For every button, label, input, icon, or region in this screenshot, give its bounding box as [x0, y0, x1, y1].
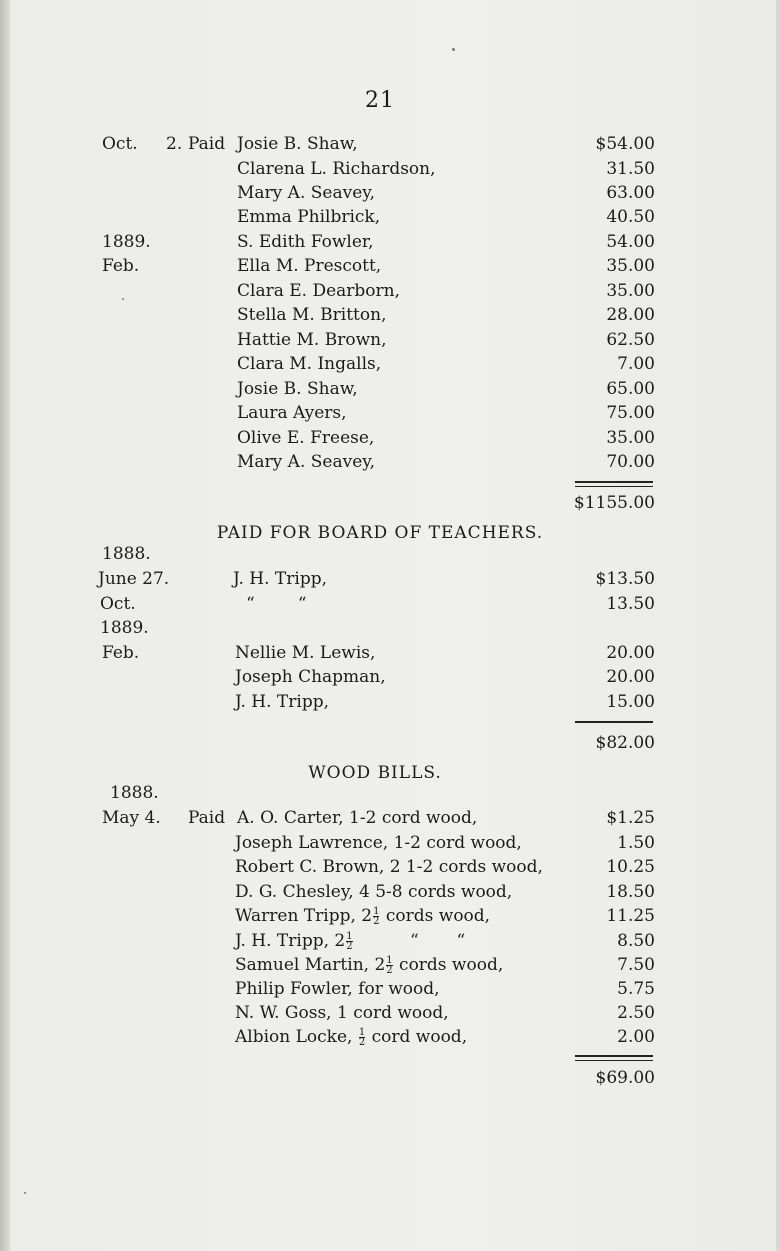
payment-amount: 63.00 [606, 183, 655, 203]
payment-amount: 54.00 [606, 232, 655, 252]
half-fraction [386, 956, 392, 975]
payee-name: Mary A. Seavey, [237, 452, 376, 472]
wood-entry: Robert C. Brown, 2 1-2 cords wood, [235, 857, 543, 877]
total-rule [575, 721, 653, 723]
page-number: 21 [365, 88, 395, 113]
total-rule-second [575, 486, 653, 487]
wood-entry: A. O. Carter, 1-2 cord wood, [237, 808, 478, 828]
payment-amount: 7.50 [617, 955, 655, 975]
wood-entry-text: cords wood, [380, 906, 491, 926]
half-fraction [359, 1028, 365, 1047]
fraction-numerator: 1 [346, 931, 353, 942]
payment-amount: 13.50 [606, 594, 655, 614]
entry-date: June 27. [98, 569, 170, 589]
payment-amount: 35.00 [606, 428, 655, 448]
entry-date: Oct. [100, 594, 136, 614]
half-fraction [346, 932, 352, 951]
fraction-denominator: 2 [346, 941, 353, 952]
payment-amount: $13.50 [595, 569, 655, 589]
entry-year: 1889. [102, 232, 151, 252]
payment-amount: 2.50 [617, 1003, 655, 1023]
payee-name: Olive E. Freese, [237, 428, 375, 448]
payment-amount: $1.25 [606, 808, 655, 828]
payee-name: S. Edith Fowler, [237, 232, 374, 252]
payment-amount: 1.50 [617, 833, 655, 853]
payee-name: Hattie M. Brown, [237, 330, 387, 350]
section-heading: WOOD BILLS. [308, 763, 442, 783]
fraction-denominator: 2 [358, 1037, 366, 1048]
payee-name: Clarena L. Richardson, [237, 159, 436, 179]
fraction-denominator: 2 [373, 916, 380, 927]
binding-gutter [0, 0, 10, 1251]
section-heading: PAID FOR BOARD OF TEACHERS. [216, 523, 544, 543]
paper-speck [122, 298, 124, 300]
wood-entry [235, 929, 354, 953]
payee-name: Stella M. Britton, [237, 305, 387, 325]
payee-name: Mary A. Seavey, [237, 183, 376, 203]
wood-entry: N. W. Goss, 1 cord wood, [235, 1003, 449, 1023]
entry-year: 1889. [100, 618, 149, 638]
wood-entry-text: Albion Locke, [235, 1027, 358, 1047]
payee-name: Clara M. Ingalls, [237, 354, 382, 374]
entry-year: 1888. [102, 544, 151, 564]
payment-amount: 62.50 [606, 330, 655, 350]
payment-amount: 65.00 [606, 379, 655, 399]
payee-name: J. H. Tripp, [233, 569, 328, 589]
wood-entry [235, 904, 490, 928]
page-edge [776, 0, 780, 1251]
wood-entry: Joseph Lawrence, 1-2 cord wood, [235, 833, 522, 853]
entry-date: Feb. [102, 643, 140, 663]
payment-amount: 15.00 [606, 692, 655, 712]
wood-entry-text: Samuel Martin, 2 [235, 955, 386, 975]
payee-name: Ella M. Prescott, [237, 256, 382, 276]
wood-entry-text: cords wood, [393, 955, 504, 975]
wood-entry: Philip Fowler, for wood, [235, 979, 440, 999]
payment-amount: 5.75 [617, 979, 655, 999]
entry-day: 2. [166, 134, 183, 154]
fraction-numerator: 1 [373, 906, 380, 917]
total-rule [575, 481, 653, 483]
payee-name: Josie B. Shaw, [237, 379, 358, 399]
payee-name: Emma Philbrick, [237, 207, 381, 227]
half-fraction [373, 907, 379, 926]
paper-speck [452, 48, 455, 51]
payment-amount: 10.25 [606, 857, 655, 877]
payee-name: Joseph Chapman, [235, 667, 386, 687]
payment-amount: 2.00 [617, 1027, 655, 1047]
section-total: $1155.00 [573, 493, 655, 513]
entry-date: May 4. [102, 808, 161, 828]
wood-entry-text: cord wood, [366, 1027, 468, 1047]
section-total: $82.00 [595, 733, 655, 753]
payment-amount: $54.00 [595, 134, 655, 154]
paper-speck [24, 1192, 26, 1194]
payment-amount: 28.00 [606, 305, 655, 325]
payee-name: Nellie M. Lewis, [235, 643, 376, 663]
wood-entry-text: Warren Tripp, 2 [235, 906, 373, 926]
payee-name: Josie B. Shaw, [237, 134, 358, 154]
total-rule-second [575, 1060, 653, 1061]
payment-amount: 40.50 [606, 207, 655, 227]
ditto-marks: “ “ [246, 594, 307, 614]
fraction-numerator: 1 [386, 955, 393, 966]
paid-label: Paid [188, 134, 226, 154]
payment-amount: 75.00 [606, 403, 655, 423]
payment-amount: 8.50 [617, 931, 655, 951]
entry-year: 1888. [110, 783, 159, 803]
payee-name: Laura Ayers, [237, 403, 347, 423]
payment-amount: 70.00 [606, 452, 655, 472]
fraction-numerator: 1 [358, 1027, 366, 1038]
paid-label: Paid [188, 808, 226, 828]
payment-amount: 31.50 [606, 159, 655, 179]
payment-amount: 11.25 [606, 906, 655, 926]
wood-entry [235, 953, 503, 977]
payment-amount: 35.00 [606, 256, 655, 276]
payment-amount: 20.00 [606, 667, 655, 687]
wood-entry: D. G. Chesley, 4 5-8 cords wood, [235, 882, 513, 902]
section-total: $69.00 [595, 1068, 655, 1088]
payment-amount: 18.50 [606, 882, 655, 902]
payment-amount: 35.00 [606, 281, 655, 301]
ditto-marks: “ “ [410, 931, 466, 951]
wood-entry [235, 1025, 467, 1049]
total-rule [575, 1055, 653, 1057]
fraction-denominator: 2 [386, 965, 393, 976]
payee-name: Clara E. Dearborn, [237, 281, 401, 301]
wood-entry-text: J. H. Tripp, 2 [235, 931, 346, 951]
entry-date: Feb. [102, 256, 140, 276]
payment-amount: 20.00 [606, 643, 655, 663]
entry-date: Oct. [102, 134, 138, 154]
payment-amount: 7.00 [617, 354, 655, 374]
payee-name: J. H. Tripp, [235, 692, 330, 712]
